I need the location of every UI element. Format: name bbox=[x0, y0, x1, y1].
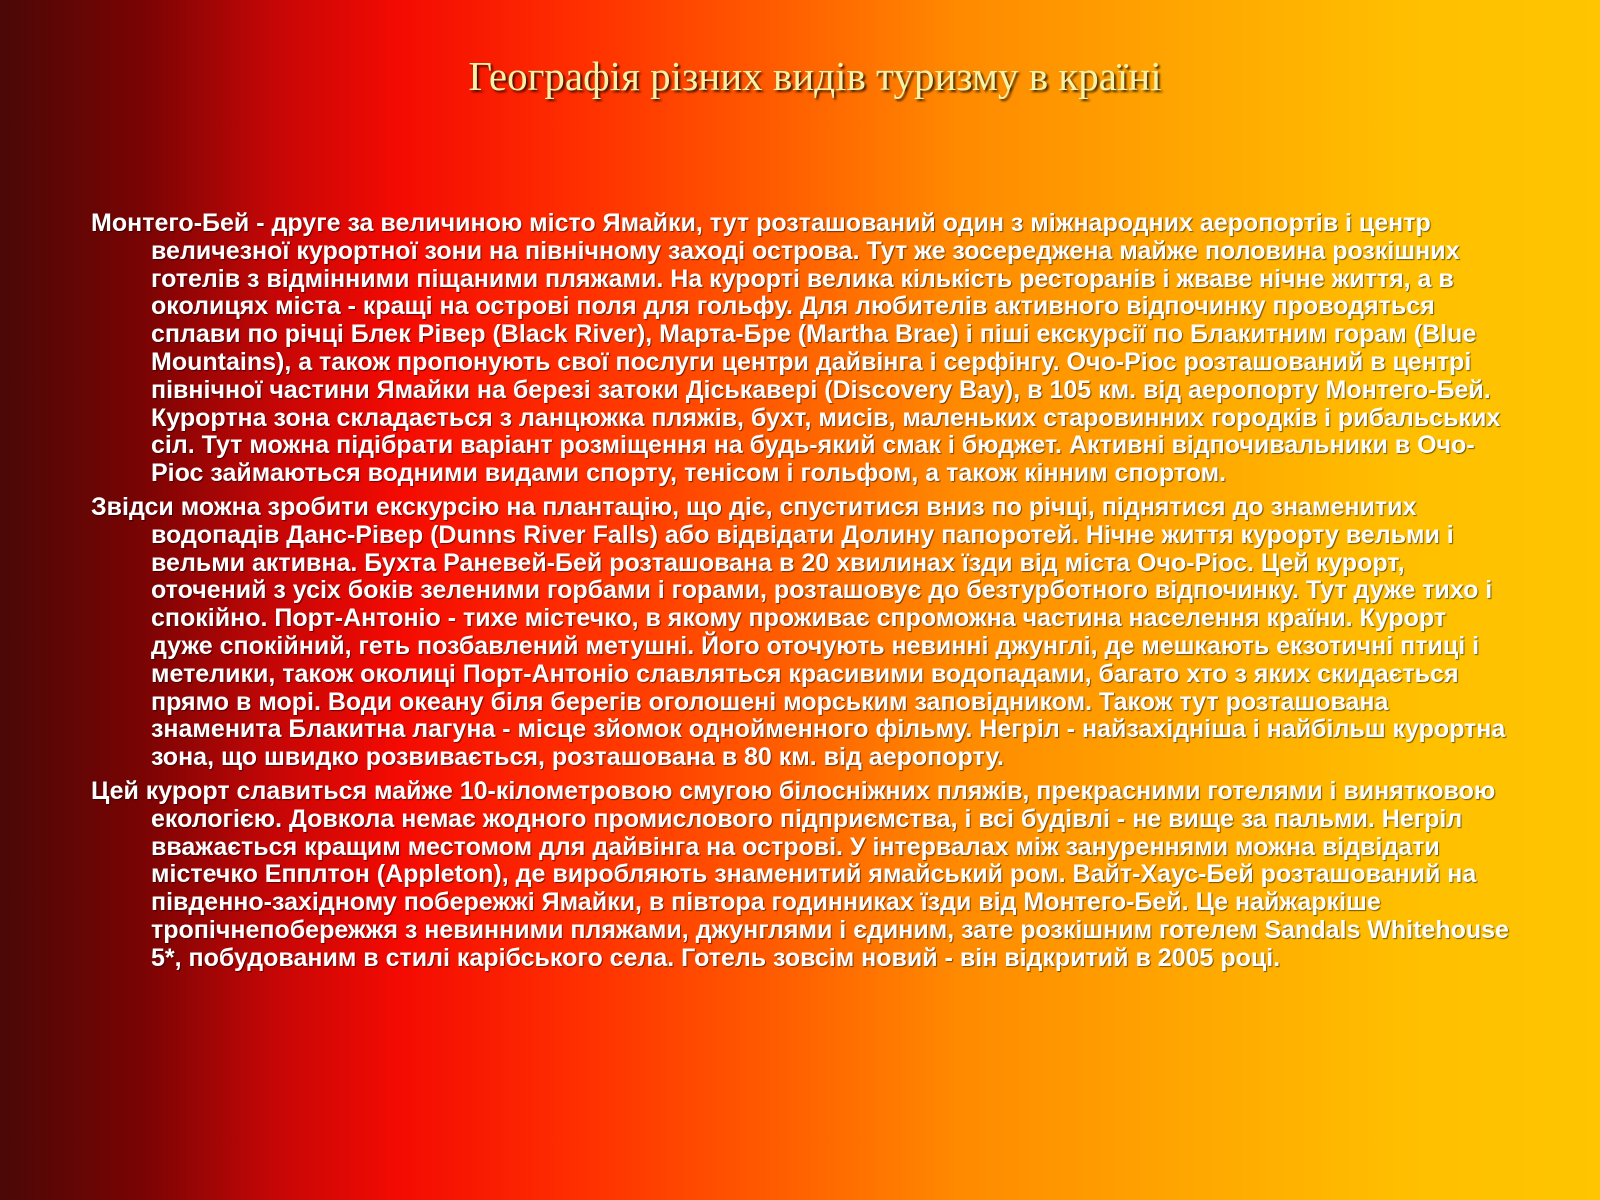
slide-title: Географія різних видів туризму в країні bbox=[468, 53, 1162, 99]
paragraph-negril-whitehouse: Цей курорт славиться майже 10-кілометровою смугою білосніжних пляжів, прекрасними готелями і винятковою екологією. Довкола немає жодного промислового підприємства, і всі будівлі - не вище за пальми. Негріл вважається кращим местомом для дайвінга на острові. У інтервалах між зануреннями можна відвідати містечко Епплтон (Appleton), де виробляють знаменитий ямайський ром. Вайт-Хаус-Бей розташований на південно-західному побережжі Ямайки, в півтора годинниках їзди від Монтего-Бей. Це найжаркіше тропічнепобережжя з невинними пляжами, джунглями і єдиним, зате розкішним готелем Sandals Whitehouse 5*, побудованим в стилі карібського села. Готель зовсім новий - він відкритий в 2005 році. bbox=[91, 776, 1509, 972]
paragraph-montego-bay: Монтего-Бей - друге за величиною місто Ямайки, тут розташований один з міжнародних аеропортів і центр величезної курортної зони на північному заході острова. Тут же зосереджена майже половина розкішних готелів з відмінними піщаними пляжами. На курорті велика кількість ресторанів і жваве нічне життя, а в околицях міста - кращі на острові поля для гольфу. Для любителів активного відпочинку проводяться сплави по річці Блек Рівер (Black River), Марта-Бре (Martha Brae) і піші екскурсії по Блакитним горам (Blue Mountains), а також пропонують свої послуги центри дайвінга і серфінгу. Очо-Ріос розташований в центрі північної частини Ямайки на березі затоки Діськавері (Discovery Bay), в 105 км. від аеропорту Монтего-Бей. Курортна зона складається з ланцюжка пляжів, бухт, мисів, маленьких старовинних городків і рибальських сіл. Тут можна підібрати варіант розміщення на будь-який смак і бюджет. Активні відпочивальники в Очо-Ріос займаються водними видами спорту, тенісом і гольфом, а також кінним спортом. bbox=[91, 209, 1501, 488]
slide-body bbox=[91, 210, 1511, 979]
paragraph-ocho-rios-port-antonio: Звідси можна зробити екскурсію на плантацію, що діє, спуститися вниз по річці, піднятися до знаменитих водопадів Данс-Рівер (Dunns River Falls) або відвідати Долину папоротей. Нічне життя курорту вельми і вельми активна. Бухта Раневей-Бей розташована в 20 хвилинах їзди від міста Очо-Ріос. Цей курорт, оточений з усіх боків зеленими горбами і горами, розташовує до безтурботного відпочинку. Тут дуже тихо і спокійно. Порт-Антоніо - тихе містечко, в якому проживає спроможна частина населення країни. Курорт дуже спокійний, геть позбавлений метушні. Його оточують невинні джунглі, де мешкають екзотичні птиці і метелики, також околиці Порт-Антоніо славляться красивими водопадами, багато хто з яких скидається прямо в морі. Води океану біля берегів оголошені морським заповідником. Також тут розташована знаменита Блакитна лагуна - місце зйомок однойменного фільму. Негріл - найзахідніша і найбільш курортна зона, що швидко розвивається, розташована в 80 км. від аеропорту. bbox=[91, 492, 1506, 772]
